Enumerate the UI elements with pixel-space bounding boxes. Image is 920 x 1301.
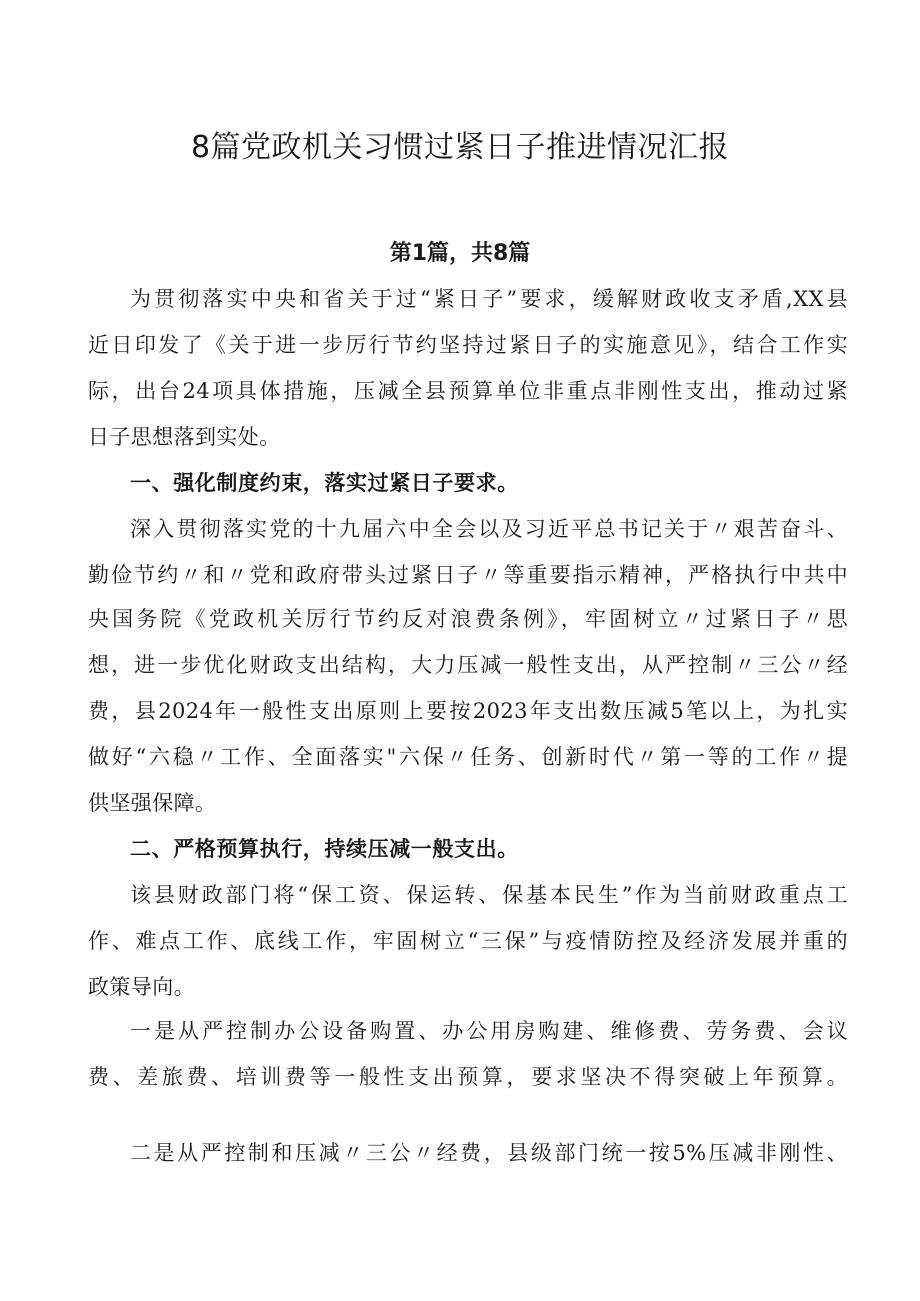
paragraph-line: 该县财政部门将“保工资、保运转、保基本民生”作为当前财政重点工 bbox=[130, 883, 848, 907]
paragraph-line: 费、差旅费、培训费等一般性支出预算，要求坚决不得突破上年预算。 bbox=[88, 1065, 848, 1089]
part-heading: 第1篇，共8篇 bbox=[389, 241, 531, 266]
paragraph-line: 一是从严控制办公设备购置、办公用房购建、维修费、劳务费、会议 bbox=[130, 1019, 848, 1043]
paragraph-line: 日子思想落到实处。 bbox=[88, 425, 281, 449]
paragraph-line: 政策导向。 bbox=[88, 975, 195, 999]
section-heading-2: 二、严格预算执行，持续压减一般支出。 bbox=[130, 837, 519, 861]
section-heading-1: 一、强化制度约束，落实过紧日子要求。 bbox=[130, 471, 519, 495]
paragraph-line: 作、难点工作、底线工作，牢固树立“三保”与疫情防控及经济发展并重的 bbox=[88, 929, 848, 953]
paragraph-line: 央国务院《党政机关厉行节约反对浪费条例》，牢固树立〃过紧日子〃思 bbox=[88, 607, 848, 631]
paragraph-line: 供坚强保障。 bbox=[88, 791, 217, 815]
paragraph-line: 二是从严控制和压减〃三公〃经费，县级部门统一按5%压减非刚性、 bbox=[130, 1141, 848, 1165]
document-title: 8篇党政机关习惯过紧日子推进情况汇报 bbox=[190, 130, 730, 165]
paragraph-line: 为贯彻落实中央和省关于过“紧日子”要求，缓解财政收支矛盾,XX县 bbox=[130, 287, 848, 311]
paragraph-line: 做好“六稳〃工作、全面落实"六保〃任务、创新时代〃第一等的工作〃提 bbox=[88, 745, 848, 769]
paragraph-line: 深入贯彻落实党的十九届六中全会以及习近平总书记关于〃艰苦奋斗、 bbox=[130, 517, 848, 541]
paragraph-line: 勤俭节约〃和〃党和政府带头过紧日子〃等重要指示精神，严格执行中共中 bbox=[88, 563, 848, 587]
paragraph-line: 近日印发了《关于进一步厉行节约坚持过紧日子的实施意见》，结合工作实 bbox=[88, 333, 848, 357]
paragraph-line: 费，县2024年一般性支出原则上要按2023年支出数压减5笔以上，为扎实 bbox=[88, 699, 848, 723]
paragraph-line: 际，出台24项具体措施，压减全县预算单位非重点非刚性支出，推动过紧 bbox=[88, 379, 848, 403]
paragraph-line: 想，进一步优化财政支出结构，大力压减一般性支出，从严控制〃三公〃经 bbox=[88, 653, 848, 677]
